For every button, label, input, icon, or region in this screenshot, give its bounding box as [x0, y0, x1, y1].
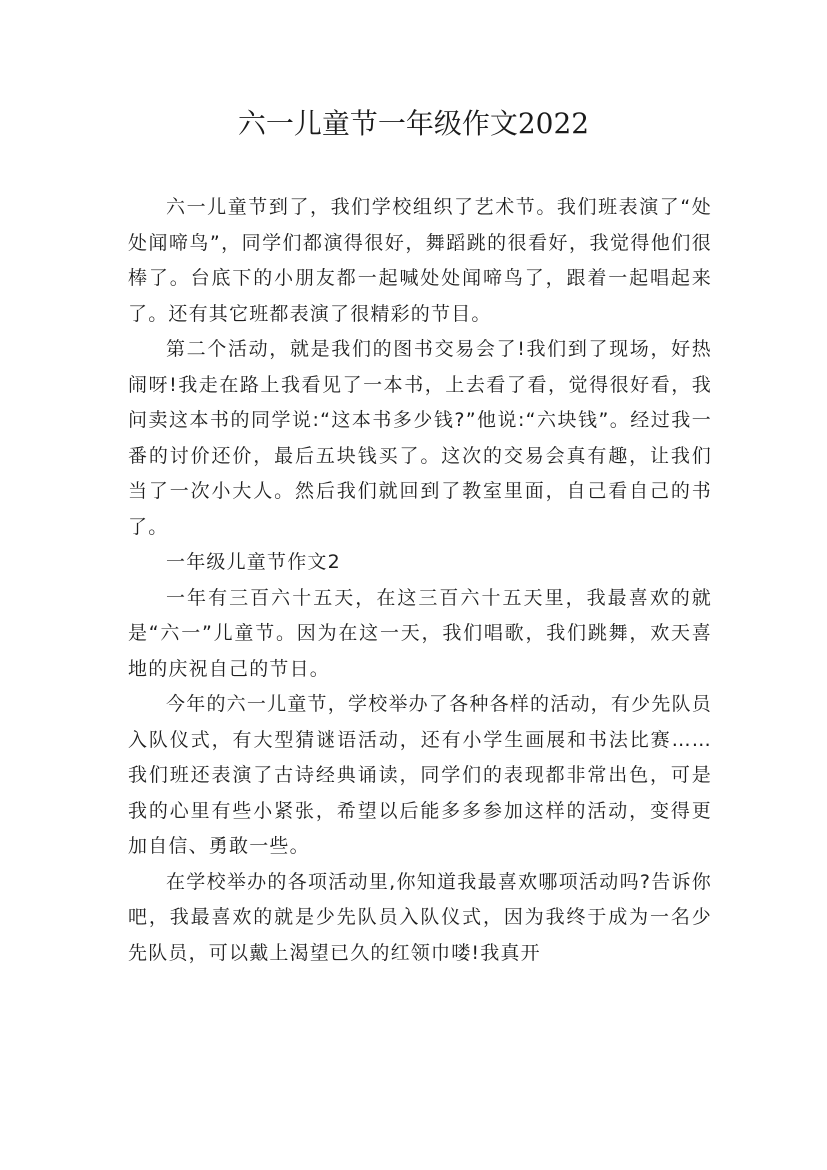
paragraph-3: 一年有三百六十五天，在这三百六十五天里，我最喜欢的就是“六一”儿童节。因为在这一天，我们唱歌，我们跳舞，欢天喜地的庆祝自己的节日。	[128, 586, 712, 680]
paragraph-1: 六一儿童节到了，我们学校组织了艺术节。我们班表演了“处处闻啼鸟”，同学们都演得很好，舞蹈跳的很看好，我觉得他们很棒了。台底下的小朋友都一起喊处处闻啼鸟了，跟着一起唱起来了。还有其它班都表演了很精彩的节目。	[128, 196, 712, 325]
paragraph-4: 今年的六一儿童节，学校举办了各种各样的活动，有少先队员入队仪式，有大型猜谜语活动，还有小学生画展和书法比赛……我们班还表演了古诗经典诵读，同学们的表现都非常出色，可是我的心里有些小紧张，希望以后能多多参加这样的活动，变得更加自信、勇敢一些。	[128, 693, 712, 857]
paragraph-2: 第二个活动，就是我们的图书交易会了!我们到了现场，好热闹呀!我走在路上我看见了一本书，上去看了看，觉得很好看，我问卖这本书的同学说:“这本书多少钱?”他说:“六块钱”。经过我一番的讨价还价，最后五块钱买了。这次的交易会真有趣，让我们当了一次小大人。然后我们就回到了教室里面，自己看自己的书了。	[128, 338, 712, 538]
document-body	[128, 190, 712, 971]
paragraph-5: 在学校举办的各项活动里,你知道我最喜欢哪项活动吗?告诉你吧，我最喜欢的就是少先队员入队仪式，因为我终于成为一名少先队员，可以戴上渴望已久的红领巾喽!我真开	[128, 870, 712, 964]
document-title: 六一儿童节一年级作文2022	[237, 107, 590, 140]
section-heading: 一年级儿童节作文2	[166, 551, 341, 573]
